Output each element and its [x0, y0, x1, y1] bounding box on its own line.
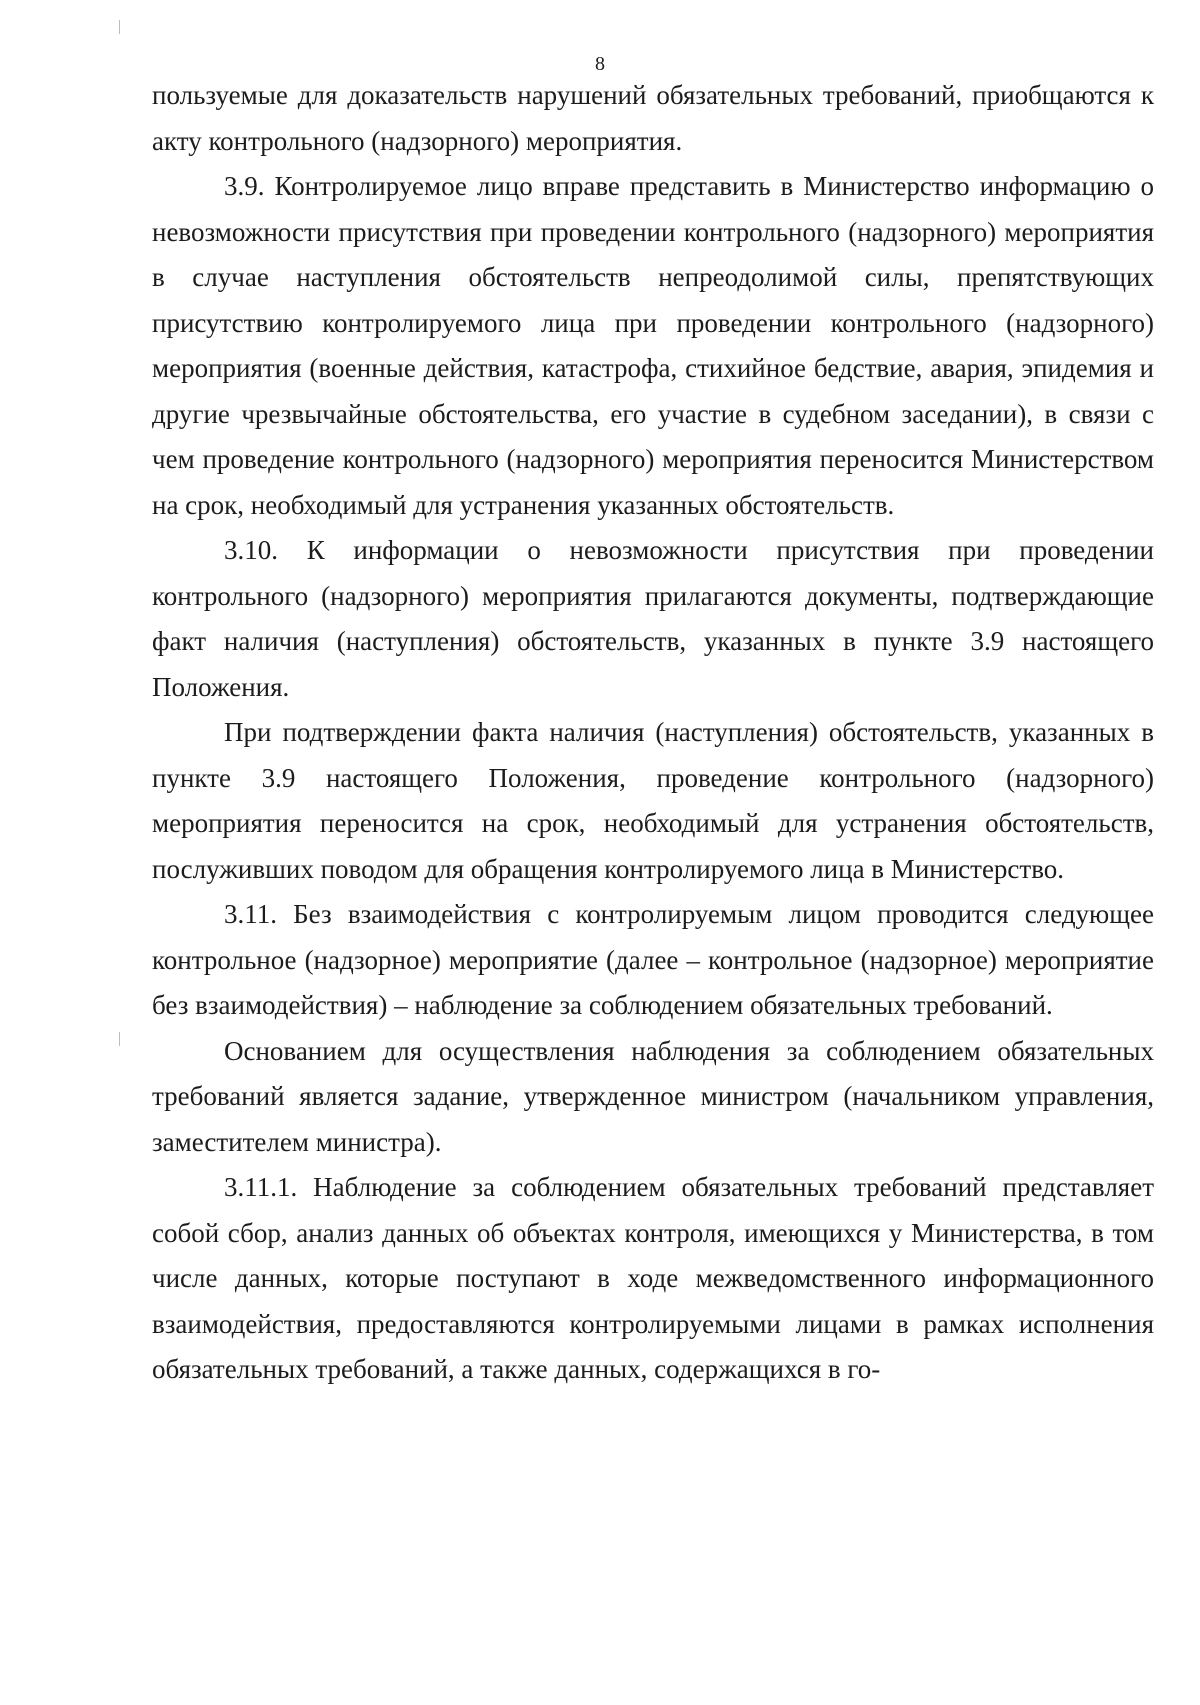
paragraph-3-10: 3.10. К информации о невозможности присутствия при проведении контрольного (надзорного) мероприятия прилагаются документы, подтверждающие факт наличия (наступления) обстоятельств, указанных в пункте 3.9 настоящего Положения.: [152, 535, 1154, 702]
paragraph-confirmation: При подтверждении факта наличия (наступления) обстоятельств, указанных в пункте 3.9 настоящего Положения, проведение контрольного (надзорного) мероприятия переносится на срок, необходимый для устранения обстоятельств, послуживших поводом для обращения контролируемого лица в Министерство.: [152, 717, 1154, 884]
scan-artifact-mark: [119, 20, 120, 34]
paragraph-continuation: пользуемые для доказательств нарушений обязательных требований, приобщаются к акту контрольного (надзорного) мероприятия.: [152, 80, 1154, 156]
document-body: [152, 73, 1154, 1393]
paragraph-3-11-1: 3.11.1. Наблюдение за соблюдением обязательных требований представляет собой сбор, анализ данных об объектах контроля, имеющихся у Министерства, в том числе данных, которые поступают в ходе межведомственного информационного взаимодействия, предоставляются контролируемыми лицами в рамках исполнения обязательных требований, а также данных, содержащихся в го-: [152, 1172, 1154, 1384]
paragraph-3-9: 3.9. Контролируемое лицо вправе представить в Министерство информацию о невозможности присутствия при проведении контрольного (надзорного) мероприятия в случае наступления обстоятельств непреодолимой силы, препятствующих присутствию контролируемого лица при проведении контрольного (надзорного) мероприятия (военные действия, катастрофа, стихийное бедствие, авария, эпидемия и другие чрезвычайные обстоятельства, его участие в судебном заседании), в связи с чем проведение контрольного (надзорного) мероприятия переносится Министерством на срок, необходимый для устранения указанных обстоятельств.: [152, 171, 1154, 520]
paragraph-3-11: 3.11. Без взаимодействия с контролируемым лицом проводится следующее контрольное (надзорное) мероприятие (далее – контрольное (надзорное) мероприятие без взаимодействия) – наблюдение за соблюдением обязательных требований.: [152, 899, 1154, 1020]
page-number: 8: [595, 53, 605, 75]
scan-artifact-mark: [119, 1032, 120, 1046]
paragraph-basis: Основанием для осуществления наблюдения за соблюдением обязательных требований является задание, утвержденное министром (начальником управления, заместителем министра).: [152, 1035, 1154, 1157]
